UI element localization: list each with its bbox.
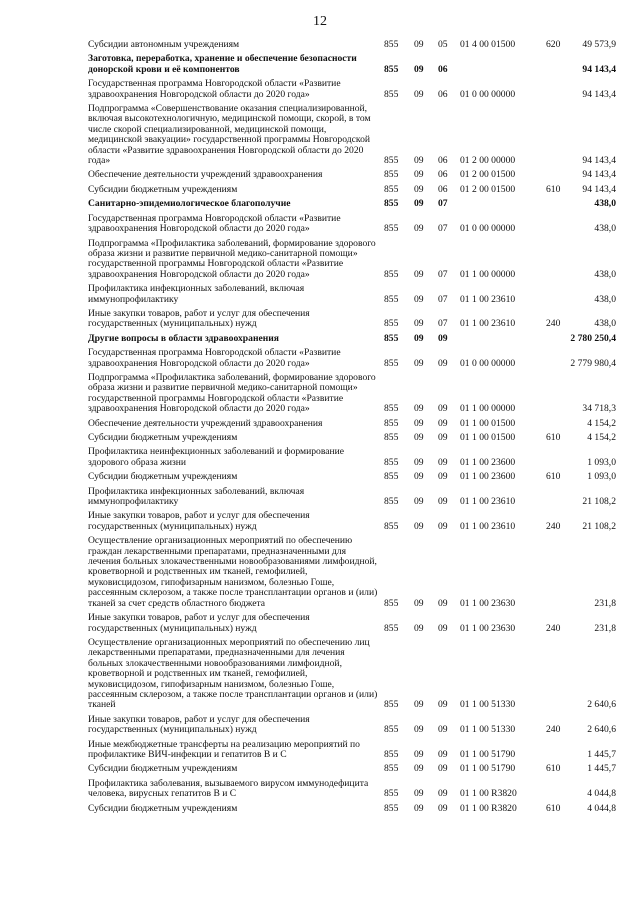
amount: 1 093,0 — [587, 456, 616, 468]
table-row — [88, 715, 616, 736]
admin-code: 855 — [384, 788, 399, 800]
target-article-code: 01 1 00 23600 — [460, 471, 516, 483]
admin-code: 855 — [384, 520, 399, 532]
table-row — [88, 472, 616, 482]
section-code: 09 — [414, 520, 424, 532]
row-name: Иные закупки товаров, работ и услуг для обеспечения государственных (муниципальных) нужд — [88, 307, 310, 330]
row-name: Обеспечение деятельности учреждений здравоохранения — [88, 169, 323, 181]
row-name: Иные межбюджетные трансферты на реализацию мероприятий по профилактике ВИЧ-инфекции и гепатитов В и С — [88, 738, 360, 760]
subsection-code: 09 — [438, 432, 448, 443]
subsection-code: 09 — [438, 520, 448, 532]
subsection-code: 07 — [438, 268, 448, 280]
section-code: 09 — [414, 293, 424, 305]
amount: 438,0 — [594, 318, 616, 330]
table-row — [88, 740, 616, 761]
amount: 231,8 — [594, 597, 616, 609]
amount: 231,8 — [594, 622, 616, 634]
expense-type-code: 240 — [546, 318, 561, 330]
amount: 438,0 — [594, 268, 616, 280]
admin-code: 855 — [384, 763, 399, 775]
admin-code: 855 — [384, 39, 399, 50]
target-article-code: 01 1 00 R3820 — [460, 802, 517, 814]
target-article-code: 01 1 00 23630 — [460, 622, 516, 634]
amount: 49 573,9 — [582, 39, 616, 50]
section-code: 09 — [414, 724, 424, 736]
subsection-code: 09 — [438, 403, 448, 415]
table-row — [88, 214, 616, 235]
target-article-code: 01 0 00 00000 — [460, 357, 516, 369]
amount: 94 143,4 — [582, 183, 616, 195]
target-article-code: 01 1 00 R3820 — [460, 788, 517, 800]
table-row — [88, 536, 616, 609]
subsection-code: 09 — [438, 763, 448, 775]
amount: 2 780 250,4 — [570, 332, 616, 344]
row-name: Обеспечение деятельности учреждений здравоохранения — [88, 417, 323, 429]
subsection-code: 09 — [438, 456, 448, 468]
row-name: Государственная программа Новгородской области «Развитие здравоохранения Новгородской области до 2020 года» — [88, 78, 341, 100]
section-code: 09 — [414, 403, 424, 415]
amount: 94 143,4 — [582, 169, 616, 181]
subsection-code: 09 — [438, 357, 448, 369]
target-article-code: 01 1 00 51790 — [460, 763, 516, 775]
admin-code: 855 — [384, 724, 399, 736]
table-row — [88, 40, 616, 50]
section-code: 09 — [414, 39, 424, 50]
admin-code: 855 — [384, 268, 399, 280]
amount: 94 143,4 — [582, 155, 616, 167]
section-code: 09 — [414, 456, 424, 468]
amount: 4 154,2 — [587, 417, 616, 429]
row-name: Другие вопросы в области здравоохранения — [88, 332, 279, 344]
subsection-code: 07 — [438, 293, 448, 305]
target-article-code: 01 1 00 51330 — [460, 699, 516, 711]
table-row — [88, 239, 616, 281]
expense-type-code: 610 — [546, 183, 561, 195]
admin-code: 855 — [384, 748, 399, 760]
subsection-code: 09 — [438, 471, 448, 483]
amount: 4 154,2 — [587, 432, 616, 443]
target-article-code: 01 1 00 23610 — [460, 520, 516, 532]
amount: 438,0 — [594, 223, 616, 235]
amount: 94 143,4 — [582, 63, 616, 75]
subsection-code: 09 — [438, 802, 448, 814]
amount: 2 640,6 — [587, 724, 616, 736]
amount: 4 044,8 — [587, 802, 616, 814]
row-name: Иные закупки товаров, работ и услуг для обеспечения государственных (муниципальных) нужд — [88, 510, 310, 532]
section-code: 09 — [414, 318, 424, 330]
row-name: Профилактика неинфекционных заболеваний и формирование здорового образа жизни — [88, 446, 345, 468]
section-code: 09 — [414, 169, 424, 181]
row-name: Осуществление организационных мероприятий по обеспечению граждан лекарственными препаратами, предназначенными для лечения больных злокачественными новообразованиями лимфоидной, кроветворной и родственных им тканей, гемофилией, муковисцидозом, гипофизарным нанизмом, болезнью Гоше, рассеянным склерозом, а также после трансплантации органов и (или) тканей за счет средств областного бюджета — [88, 535, 378, 609]
row-name: Иные закупки товаров, работ и услуг для обеспечения государственных (муниципальных) нужд — [88, 612, 310, 634]
section-code: 09 — [414, 622, 424, 634]
admin-code: 855 — [384, 622, 399, 634]
section-code: 09 — [414, 155, 424, 167]
row-name: Субсидии бюджетным учреждениям — [88, 802, 238, 814]
target-article-code: 01 1 00 23630 — [460, 597, 516, 609]
table-row — [88, 54, 616, 75]
target-article-code: 01 4 00 01500 — [460, 39, 516, 50]
subsection-code: 09 — [438, 597, 448, 609]
row-name: Осуществление организационных мероприятий по обеспечению лиц лекарственными препаратами, предназначенными для лечения больных злокачественными новообразованиями лимфоидной, кроветворной и родственных им тканей, гемофилией, муковисцидозом, гипофизарным нанизмом, болезнью Гоше, рассеянным склерозом, а также после трансплантации органов и (или) тканей — [88, 636, 378, 711]
table-row — [88, 764, 616, 774]
admin-code: 855 — [384, 471, 399, 483]
target-article-code: 01 1 00 51790 — [460, 748, 516, 760]
section-code: 09 — [414, 748, 424, 760]
admin-code: 855 — [384, 169, 399, 181]
target-article-code: 01 2 00 01500 — [460, 183, 516, 195]
subsection-code: 09 — [438, 417, 448, 429]
target-article-code: 01 1 00 00000 — [460, 268, 516, 280]
subsection-code: 07 — [438, 198, 448, 210]
admin-code: 855 — [384, 198, 399, 210]
subsection-code: 05 — [438, 39, 448, 50]
expense-type-code: 620 — [546, 39, 561, 50]
admin-code: 855 — [384, 223, 399, 235]
row-name: Субсидии бюджетным учреждениям — [88, 183, 238, 195]
page-number: 12 — [313, 14, 327, 29]
amount: 21 108,2 — [582, 520, 616, 532]
target-article-code: 01 1 00 23610 — [460, 496, 516, 508]
expense-type-code: 240 — [546, 622, 561, 634]
row-name: Санитарно-эпидемиологическое благополучие — [88, 198, 291, 210]
amount: 1 093,0 — [587, 471, 616, 483]
amount: 2 640,6 — [587, 699, 616, 711]
subsection-code: 07 — [438, 223, 448, 235]
subsection-code: 09 — [438, 788, 448, 800]
target-article-code: 01 1 00 23610 — [460, 293, 516, 305]
expense-type-code: 610 — [546, 802, 561, 814]
table-row — [88, 199, 616, 209]
row-name: Подпрограмма «Профилактика заболеваний, формирование здорового образа жизни и развитие первичной медико-санитарной помощи» государственной программы Новгородской области «Развитие здравоохранения Новгородской области до 2020 года» — [88, 237, 376, 280]
admin-code: 855 — [384, 88, 399, 100]
target-article-code: 01 1 00 51330 — [460, 724, 516, 736]
table-row — [88, 104, 616, 166]
section-code: 09 — [414, 63, 424, 75]
expense-type-code: 610 — [546, 432, 561, 443]
row-name: Профилактика заболевания, вызываемого вирусом иммунодефицита человека, вирусных гепатитов В и С — [88, 777, 369, 800]
target-article-code: 01 2 00 00000 — [460, 155, 516, 167]
admin-code: 855 — [384, 183, 399, 195]
table-row — [88, 419, 616, 429]
table-row — [88, 433, 616, 443]
admin-code: 855 — [384, 802, 399, 814]
section-code: 09 — [414, 183, 424, 195]
amount: 94 143,4 — [582, 88, 616, 100]
subsection-code: 09 — [438, 699, 448, 711]
expense-type-code: 240 — [546, 724, 561, 736]
section-code: 09 — [414, 432, 424, 443]
section-code: 09 — [414, 332, 424, 344]
subsection-code: 06 — [438, 183, 448, 195]
subsection-code: 09 — [438, 332, 448, 344]
amount: 438,0 — [594, 198, 616, 210]
subsection-code: 06 — [438, 63, 448, 75]
section-code: 09 — [414, 802, 424, 814]
section-code: 09 — [414, 597, 424, 609]
expense-type-code: 610 — [546, 763, 561, 775]
amount: 4 044,8 — [587, 788, 616, 800]
section-code: 09 — [414, 471, 424, 483]
row-name: Профилактика инфекционных заболеваний, включая иммунопрофилактику — [88, 283, 305, 305]
row-name: Профилактика инфекционных заболеваний, включая иммунопрофилактику — [88, 485, 305, 508]
row-name: Субсидии бюджетным учреждениям — [88, 763, 238, 775]
amount: 34 718,3 — [582, 403, 616, 415]
row-name: Подпрограмма «Профилактика заболеваний, формирование здорового образа жизни и развитие первичной медико-санитарной помощи» государственной программы Новгородской области «Развитие здравоохранения Новгородской области до 2020 года» — [88, 371, 376, 415]
table-row — [88, 348, 616, 369]
section-code: 09 — [414, 268, 424, 280]
table-row — [88, 779, 616, 800]
subsection-code: 09 — [438, 724, 448, 736]
table-row — [88, 373, 616, 415]
subsection-code: 07 — [438, 318, 448, 330]
admin-code: 855 — [384, 293, 399, 305]
amount: 1 445,7 — [587, 763, 616, 775]
subsection-code: 06 — [438, 155, 448, 167]
target-article-code: 01 2 00 01500 — [460, 169, 516, 181]
admin-code: 855 — [384, 318, 399, 330]
amount: 2 779 980,4 — [570, 357, 616, 369]
table-row — [88, 447, 616, 468]
subsection-code: 09 — [438, 748, 448, 760]
amount: 1 445,7 — [587, 748, 616, 760]
section-code: 09 — [414, 223, 424, 235]
row-name: Субсидии бюджетным учреждениям — [88, 432, 238, 443]
table-row — [88, 804, 616, 814]
row-name: Подпрограмма «Совершенствование оказания специализированной, включая высокотехнологичную, медицинской помощи, скорой, в том числе скорой специализированной, медицинской помощи, медицинской эвакуации» государственной программы Новгородской области «Развитие здравоохранения Новгородской области до 2020 года» — [88, 103, 371, 167]
row-name: Субсидии автономным учреждениям — [88, 39, 240, 50]
target-article-code: 01 1 00 01500 — [460, 432, 516, 443]
section-code: 09 — [414, 198, 424, 210]
table-row — [88, 284, 616, 305]
section-code: 09 — [414, 496, 424, 508]
row-name: Иные закупки товаров, работ и услуг для обеспечения государственных (муниципальных) нужд — [88, 713, 310, 736]
subsection-code: 06 — [438, 88, 448, 100]
table-row — [88, 309, 616, 330]
target-article-code: 01 1 00 01500 — [460, 417, 516, 429]
admin-code: 855 — [384, 357, 399, 369]
row-name: Государственная программа Новгородской области «Развитие здравоохранения Новгородской области до 2020 года» — [88, 212, 341, 235]
expense-type-code: 240 — [546, 520, 561, 532]
row-name: Государственная программа Новгородской области «Развитие здравоохранения Новгородской области до 2020 года» — [88, 347, 341, 369]
section-code: 09 — [414, 417, 424, 429]
subsection-code: 06 — [438, 169, 448, 181]
admin-code: 855 — [384, 332, 399, 344]
table-row — [88, 487, 616, 508]
admin-code: 855 — [384, 417, 399, 429]
admin-code: 855 — [384, 456, 399, 468]
section-code: 09 — [414, 763, 424, 775]
target-article-code: 01 0 00 00000 — [460, 223, 516, 235]
admin-code: 855 — [384, 597, 399, 609]
table-row — [88, 613, 616, 634]
admin-code: 855 — [384, 63, 399, 75]
admin-code: 855 — [384, 155, 399, 167]
admin-code: 855 — [384, 432, 399, 443]
target-article-code: 01 0 00 00000 — [460, 88, 516, 100]
subsection-code: 09 — [438, 622, 448, 634]
admin-code: 855 — [384, 699, 399, 711]
table-row — [88, 170, 616, 180]
amount: 438,0 — [594, 293, 616, 305]
row-name: Заготовка, переработка, хранение и обеспечение безопасности донорской крови и её компонентов — [88, 53, 357, 75]
target-article-code: 01 1 00 23610 — [460, 318, 516, 330]
amount: 21 108,2 — [582, 496, 616, 508]
table-row — [88, 185, 616, 195]
section-code: 09 — [414, 788, 424, 800]
budget-table — [88, 40, 616, 818]
table-row — [88, 79, 616, 100]
section-code: 09 — [414, 357, 424, 369]
row-name: Субсидии бюджетным учреждениям — [88, 471, 238, 483]
table-row — [88, 511, 616, 532]
section-code: 09 — [414, 88, 424, 100]
expense-type-code: 610 — [546, 471, 561, 483]
target-article-code: 01 1 00 00000 — [460, 403, 516, 415]
subsection-code: 09 — [438, 496, 448, 508]
target-article-code: 01 1 00 23600 — [460, 456, 516, 468]
admin-code: 855 — [384, 496, 399, 508]
table-row — [88, 638, 616, 711]
section-code: 09 — [414, 699, 424, 711]
table-row — [88, 334, 616, 344]
admin-code: 855 — [384, 403, 399, 415]
